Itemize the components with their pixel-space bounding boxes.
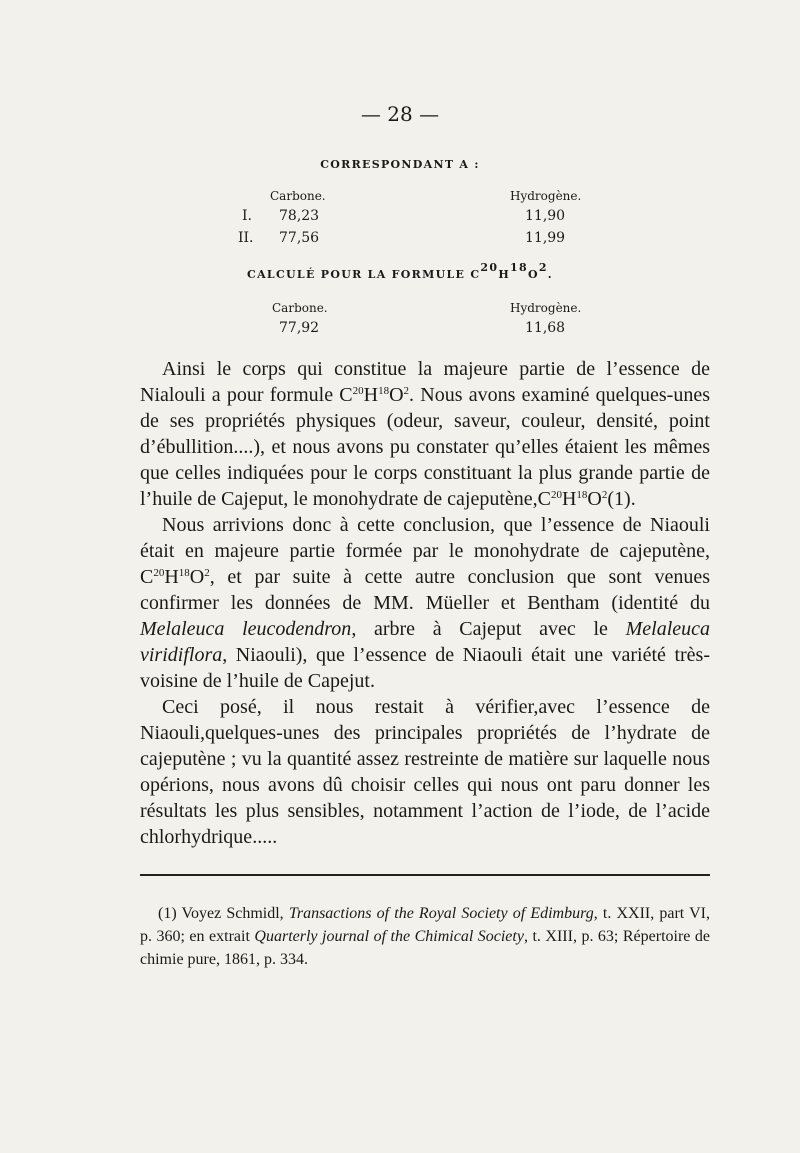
subscript: 20 — [352, 385, 364, 397]
formula-o: O — [527, 268, 539, 281]
body-text — [140, 356, 710, 850]
calcule-heading-prefix: CALCULÉ POUR LA FORMULE C — [247, 268, 481, 281]
text-run: . Nous avons examiné quelques-unes de ses propriétés physiques (odeur, saveur, couleur, densité, point d’ébullition....), et nous avons pu constater qu’elles étaient les mêmes que celles indiquées pour le corps constituant la plus grande partie de l’huile de Cajeput, le monohydrate de cajeputène,C — [140, 384, 710, 510]
section-heading-correspondant: CORRESPONDANT A : — [320, 158, 480, 171]
subscript: 18 — [178, 567, 190, 579]
formula-h: H — [498, 268, 511, 281]
journal-title: Transactions of the Royal Society of Edimburg — [288, 905, 594, 922]
paragraph-2 — [140, 512, 710, 694]
text-run: , arbre à Cajeput avec le — [351, 618, 626, 640]
subscript: 18 — [576, 489, 588, 501]
journal-title: Quarterly journal of the Chimical Society — [254, 928, 524, 945]
col-header-hydrogene: Hydrogène. — [510, 189, 582, 203]
carbone-value: 78,23 — [279, 208, 320, 224]
paragraph-1 — [140, 356, 710, 512]
species-name: Melaleuca leucodendron — [140, 618, 352, 640]
footnote-ref: (1). — [607, 488, 636, 510]
col-header-carbone: Carbone. — [272, 301, 328, 315]
footnote — [140, 902, 710, 971]
formula-sub-h: 18 — [510, 261, 528, 274]
section-heading-calcule — [0, 261, 800, 281]
hydrogene-value: 11,99 — [525, 230, 566, 246]
subscript: 2 — [601, 489, 608, 501]
text-run: O — [189, 566, 205, 588]
text-run: H — [363, 384, 379, 406]
formula-sub-c: 20 — [480, 261, 499, 274]
calculated-table — [0, 298, 800, 342]
text-run: , t. XXII, part VI, p. 360; en extrait — [140, 905, 710, 945]
subscript: 20 — [153, 567, 165, 579]
species-name: Melaleuca viridiflora — [140, 618, 710, 666]
hydrogene-value: 11,68 — [525, 320, 566, 336]
text-run: O — [587, 488, 602, 510]
text-run: O — [389, 384, 404, 406]
row-label: I. — [242, 208, 252, 224]
text-run: Nous arrivions donc à cette conclusion, que l’essence de Niaouli était en majeure partie formée par le monohydrate de cajeputène, C — [140, 514, 710, 588]
text-run: H — [561, 488, 577, 510]
page-number: — 28 — — [360, 102, 440, 126]
hydrogene-value: 11,90 — [525, 208, 566, 224]
formula-sub-o: 2 — [538, 261, 548, 274]
row-label: II. — [238, 230, 254, 246]
text-run: , et par suite à cette autre conclusion que sont venues confirmer les données de MM. Müeller et Bentham (identité du — [140, 566, 710, 614]
results-table — [0, 186, 800, 250]
subscript: 20 — [550, 489, 562, 501]
carbone-value: 77,56 — [279, 230, 320, 246]
text-run: Ainsi le corps qui constitue la majeure partie de l’essence de Nialouli a pour formule C — [140, 358, 710, 406]
text-run: (1) Voyez Schmidl, — [158, 905, 289, 922]
subscript: 18 — [378, 385, 390, 397]
subscript: 2 — [403, 385, 410, 397]
carbone-value: 77,92 — [279, 320, 320, 336]
col-header-hydrogene: Hydrogène. — [510, 301, 582, 315]
text-run: H — [164, 566, 179, 588]
text-run: , Niaouli), que l’essence de Niaouli était une variété très-voisine de l’huile de Capejut. — [140, 644, 710, 692]
col-header-carbone: Carbone. — [270, 189, 326, 203]
footnote-rule — [140, 874, 710, 876]
subscript: 2 — [204, 567, 210, 579]
footnote-text — [140, 902, 710, 971]
text-run: , t. XIII, p. 63; Répertoire de chimie pure, 1861, p. 334. — [140, 928, 710, 968]
calcule-heading-suffix: . — [547, 268, 553, 281]
paragraph-3: Ceci posé, il nous restait à vérifier,avec l’essence de Niaouli,quelques-unes des principales propriétés de l’hydrate de cajeputène ; vu la quantité assez restreinte de matière sur laquelle nous opérions, nous avons dû choisir celles qui nous ont paru donner les résultats les plus sensibles, notamment l’action de l’iode, de l’acide chlorhydrique..... — [140, 696, 710, 848]
